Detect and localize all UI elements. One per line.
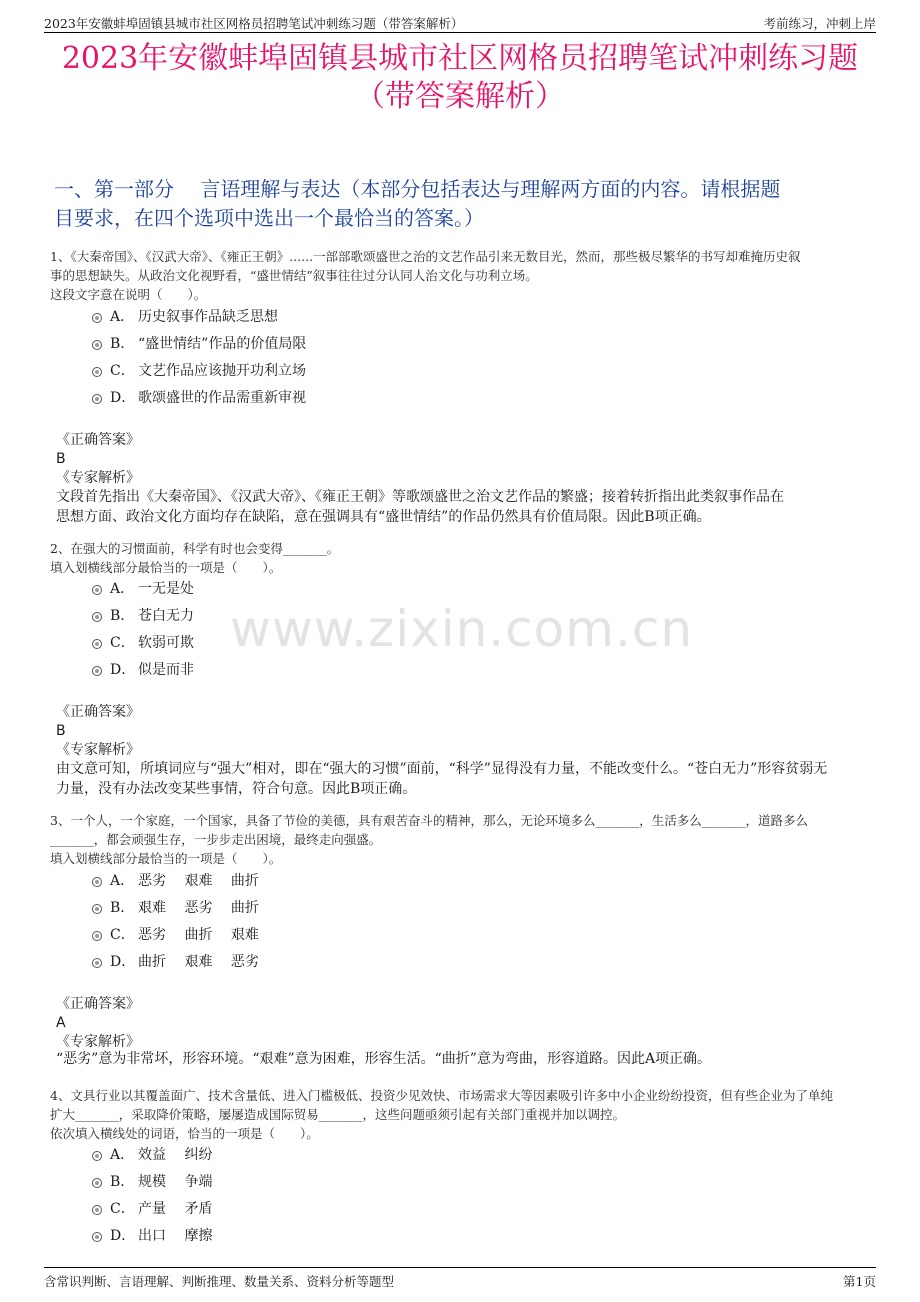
option-text: 软弱可欺: [138, 635, 194, 651]
radio-button-icon[interactable]: [92, 904, 102, 914]
question-3-stem: [50, 811, 870, 868]
option-text: 艰难 恶劣 曲折: [138, 900, 259, 916]
option-text: 规模 争端: [138, 1174, 213, 1190]
option-key: D．: [110, 662, 136, 678]
option-text: 苍白无力: [138, 608, 194, 624]
option-key: D．: [110, 954, 136, 970]
option-text: 恶劣 艰难 曲折: [138, 873, 259, 889]
title-line-1: 2023年安徽蚌埠固镇县城市社区网格员招聘笔试冲刺练习题: [61, 41, 859, 76]
analysis-label: 《专家解析》: [56, 742, 140, 758]
question-2-analysis: [56, 759, 870, 799]
question-2-option-a[interactable]: [92, 579, 194, 599]
question-1-option-c[interactable]: [92, 361, 306, 381]
answer-label: 《正确答案》: [56, 996, 140, 1012]
radio-button-icon[interactable]: [92, 367, 102, 377]
question-1-analysis: [56, 487, 870, 527]
question-3-answer: A: [56, 1015, 66, 1031]
option-key: C．: [110, 635, 135, 651]
question-3-analysis: [56, 1049, 870, 1069]
question-4-option-a[interactable]: [92, 1145, 212, 1165]
section-heading: [54, 175, 870, 233]
question-3-option-a[interactable]: [92, 871, 259, 891]
question-text-line: 4、文具行业以其覆盖面广、技术含量低、进入门槛极低、投资少见效快、市场需求大等因素吸引许多中小企业纷纷投资，但有些企业为了单纯: [50, 1088, 833, 1103]
question-4-option-b[interactable]: [92, 1172, 212, 1192]
title-line-2: （带答案解析）: [355, 79, 565, 114]
option-key: C．: [110, 927, 135, 943]
section-heading-line-2: 目要求，在四个选项中选出一个最恰当的答案。）: [54, 206, 484, 230]
option-text: 出口 摩擦: [138, 1228, 213, 1244]
radio-button-icon[interactable]: [92, 394, 102, 404]
option-text: 恶劣 曲折 艰难: [138, 927, 259, 943]
question-1-option-d[interactable]: [92, 388, 306, 408]
page-header: [44, 12, 876, 33]
option-key: A．: [110, 1147, 135, 1163]
option-key: A．: [110, 873, 135, 889]
section-heading-line-1: 一、第一部分 言语理解与表达（本部分包括表达与理解两方面的内容。请根据题: [54, 177, 781, 201]
option-text: 歌颂盛世的作品需重新审视: [138, 390, 306, 406]
footer-description: 含常识判断、言语理解、判断推理、数量关系、资料分析等题型: [44, 1274, 395, 1289]
analysis-line: 思想方面、政治文化方面均存在缺陷，意在强调具有“盛世情结”的作品仍然具有价值局限。因此B项正确。: [56, 509, 711, 525]
question-prompt: 填入划横线部分最恰当的一项是（ ）。: [50, 851, 282, 866]
radio-button-icon[interactable]: [92, 958, 102, 968]
analysis-line: 力量，没有办法改变某些事情，符合句意。因此B项正确。: [56, 781, 417, 797]
question-3-option-d[interactable]: [92, 952, 259, 972]
answer-label: 《正确答案》: [56, 432, 140, 448]
option-text: 文艺作品应该抛开功利立场: [138, 363, 306, 379]
option-key: B．: [110, 608, 135, 624]
document-title: [44, 40, 876, 116]
radio-button-icon[interactable]: [92, 1232, 102, 1242]
analysis-line: 由文意可知，所填词应与“强大”相对，即在“强大的习惯”面前，“科学”显得没有力量，不能改变什么。“苍白无力”形容贫弱无: [56, 761, 828, 777]
question-text-line: 扩大_______，采取降价策略，屡屡造成国际贸易_______，这些问题亟须引起有关部门重视并加以调控。: [50, 1107, 626, 1122]
question-2-option-b[interactable]: [92, 606, 194, 626]
question-2-answer: B: [56, 723, 66, 739]
radio-button-icon[interactable]: [92, 313, 102, 323]
analysis-label: 《专家解析》: [56, 1034, 140, 1050]
option-key: C．: [110, 1201, 135, 1217]
question-2-option-c[interactable]: [92, 633, 194, 653]
answer-label: 《正确答案》: [56, 704, 140, 720]
page-number: 第1页: [843, 1274, 876, 1289]
radio-button-icon[interactable]: [92, 931, 102, 941]
radio-button-icon[interactable]: [92, 877, 102, 887]
option-key: B．: [110, 336, 135, 352]
question-3-option-c[interactable]: [92, 925, 259, 945]
option-text: 曲折 艰难 恶劣: [138, 954, 259, 970]
radio-button-icon[interactable]: [92, 612, 102, 622]
analysis-label: 《专家解析》: [56, 470, 140, 486]
watermark: www.zixin.com.cn: [230, 600, 694, 658]
option-key: C．: [110, 363, 135, 379]
option-key: D．: [110, 1228, 136, 1244]
option-text: 似是而非: [138, 662, 194, 678]
radio-button-icon[interactable]: [92, 340, 102, 350]
question-1-option-a[interactable]: [92, 307, 278, 327]
analysis-line: 文段首先指出《大秦帝国》、《汉武大帝》、《雍正王朝》等歌颂盛世之治文艺作品的繁盛；接着转折指出此类叙事作品在: [56, 489, 784, 505]
question-2-option-d[interactable]: [92, 660, 194, 680]
question-1-answer: B: [56, 451, 66, 467]
option-key: B．: [110, 900, 135, 916]
header-slogan: 考前练习，冲刺上岸: [763, 16, 876, 31]
question-text-line: 3、一个人，一个家庭，一个国家，具备了节俭的美德，具有艰苦奋斗的精神，那么，无论环境多么_______，生活多么_______，道路多么: [50, 813, 808, 828]
option-text: 一无是处: [138, 581, 194, 597]
page-footer: [44, 1267, 876, 1290]
option-text: 产量 矛盾: [138, 1201, 213, 1217]
radio-button-icon[interactable]: [92, 1205, 102, 1215]
radio-button-icon[interactable]: [92, 639, 102, 649]
option-key: A．: [110, 581, 135, 597]
question-text-line: 1、《大秦帝国》、《汉武大帝》、《雍正王朝》......一部部歌颂盛世之治的文艺作品引来无数目光，然而，那些极尽繁华的书写却难掩历史叙: [50, 249, 801, 264]
radio-button-icon[interactable]: [92, 1151, 102, 1161]
radio-button-icon[interactable]: [92, 585, 102, 595]
question-4-stem: [50, 1086, 870, 1143]
question-1-option-b[interactable]: [92, 334, 306, 354]
question-text-line: 2、在强大的习惯面前，科学有时也会变得_______。: [50, 541, 340, 556]
radio-button-icon[interactable]: [92, 1178, 102, 1188]
option-text: 效益 纠纷: [138, 1147, 213, 1163]
question-4-option-c[interactable]: [92, 1199, 212, 1219]
header-title: 2023年安徽蚌埠固镇县城市社区网格员招聘笔试冲刺练习题（带答案解析）: [44, 16, 464, 31]
question-prompt: 依次填入横线处的词语，恰当的一项是（ ）。: [50, 1126, 319, 1141]
question-text-line: 事的思想缺失。从政治文化视野看，“盛世情结”叙事往往过分认同人治文化与功利立场。: [50, 268, 538, 283]
option-key: B．: [110, 1174, 135, 1190]
option-key: A．: [110, 309, 135, 325]
question-prompt: 这段文字意在说明（ ）。: [50, 287, 207, 302]
option-text: “盛世情结”作品的价值局限: [138, 336, 307, 352]
question-2-stem: [50, 539, 870, 577]
question-prompt: 填入划横线部分最恰当的一项是（ ）。: [50, 560, 282, 575]
analysis-line: “恶劣”意为非常坏，形容环境。“艰难”意为困难，形容生活。“曲折”意为弯曲，形容道路。因此A项正确。: [56, 1051, 712, 1067]
option-text: 历史叙事作品缺乏思想: [138, 309, 278, 325]
option-key: D．: [110, 390, 136, 406]
question-3-option-b[interactable]: [92, 898, 259, 918]
question-text-line: _______，都会顽强生存，一步步走出困境，最终走向强盛。: [50, 832, 382, 847]
radio-button-icon[interactable]: [92, 666, 102, 676]
question-4-option-d[interactable]: [92, 1226, 212, 1246]
question-1-stem: [50, 247, 870, 304]
